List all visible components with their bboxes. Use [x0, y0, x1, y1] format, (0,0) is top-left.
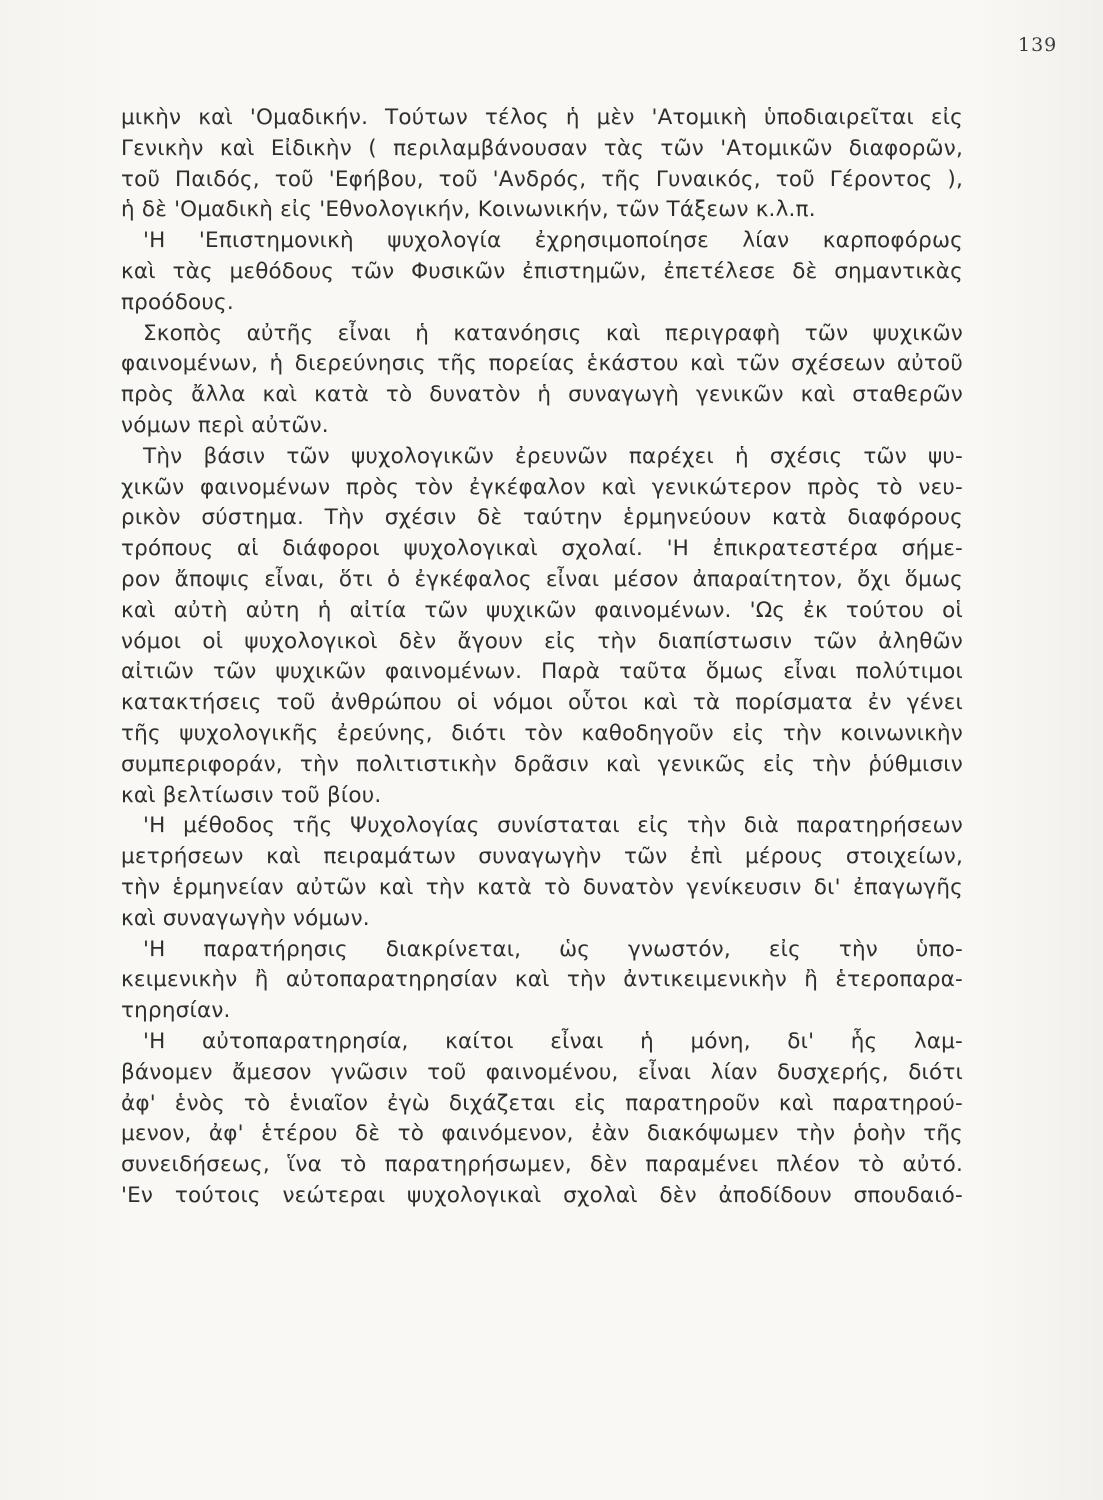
text-line: ἀφ' ἑνὸς τὸ ἑνιαῖον ἐγὼ διχάζεται εἰς παρατηροῦν καὶ παρατηρού- [121, 1090, 963, 1116]
paragraph-start: 'Η παρατήρησις διακρίνεται, ὡς γνωστόν, εἰς τὴν ὑπο- [143, 936, 963, 962]
text-line: χικῶν φαινομένων πρὸς τὸν ἐγκέφαλον καὶ γενικώτερον πρὸς τὸ νευ- [121, 474, 963, 500]
text-line: τηρησίαν. [121, 998, 231, 1024]
text-line: πρὸς ἄλλα καὶ κατὰ τὸ δυνατὸν ἡ συναγωγὴ γενικῶν καὶ σταθερῶν [121, 382, 963, 408]
text-line: φαινομένων, ἡ διερεύνησις τῆς πορείας ἑκάστου καὶ τῶν σχέσεων αὐτοῦ [121, 351, 963, 377]
text-line: τὴν ἑρμηνείαν αὐτῶν καὶ τὴν κατὰ τὸ δυνατὸν γενίκευσιν δι' ἐπαγωγῆς [121, 874, 963, 900]
text-line: τῆς ψυχολογικῆς ἐρεύνης, διότι τὸν καθοδηγοῦν εἰς τὴν κοινωνικὴν [121, 720, 963, 746]
text-line: νόμοι οἱ ψυχολογικοὶ δὲν ἄγουν εἰς τὴν διαπίστωσιν τῶν ἀληθῶν [121, 628, 963, 654]
text-line: 'Εν τούτοις νεώτεραι ψυχολογικαὶ σχολαὶ δὲν ἀποδίδουν σπουδαιό- [121, 1182, 963, 1208]
text-line: αἰτιῶν τῶν ψυχικῶν φαινομένων. Παρὰ ταῦτα ὅμως εἶναι πολύτιμοι [121, 659, 963, 685]
text-line: καὶ βελτίωσιν τοῦ βίου. [121, 782, 382, 808]
text-line: μετρήσεων καὶ πειραμάτων συναγωγὴν τῶν ἐπὶ μέρους στοιχείων, [121, 844, 963, 870]
text-line: νόμων περὶ αὐτῶν. [121, 412, 329, 438]
paragraph-start: 'Η 'Επιστημονικὴ ψυχολογία ἐχρησιμοποίησε λίαν καρποφόρως [143, 228, 963, 254]
text-line: κειμενικὴν ἢ αὐτοπαρατηρησίαν καὶ τὴν ἀντικειμενικὴν ἢ ἑτεροπαρα- [121, 967, 963, 993]
body-text [121, 103, 963, 1212]
paragraph-start: Σκοπὸς αὐτῆς εἶναι ἡ κατανόησις καὶ περιγραφὴ τῶν ψυχικῶν [143, 320, 963, 346]
text-line: τρόπους αἱ διάφοροι ψυχολογικαὶ σχολαί. 'Η ἐπικρατεστέρα σήμε- [121, 536, 963, 562]
text-line: τοῦ Παιδός, τοῦ 'Εφήβου, τοῦ 'Ανδρός, τῆς Γυναικός, τοῦ Γέροντος ), [121, 166, 963, 192]
text-line: ρικὸν σύστημα. Τὴν σχέσιν δὲ ταύτην ἑρμηνεύουν κατὰ διαφόρους [121, 505, 963, 531]
text-line: καὶ αὐτὴ αὐτη ἡ αἰτία τῶν ψυχικῶν φαινομένων. 'Ως ἐκ τούτου οἱ [121, 597, 963, 623]
paragraph-start: 'Η αὐτοπαρατηρησία, καίτοι εἶναι ἡ μόνη, δι' ἧς λαμ- [143, 1028, 963, 1054]
text-line: ἡ δὲ 'Ομαδικὴ εἰς 'Εθνολογικήν, Κοινωνικήν, τῶν Τάξεων κ.λ.π. [121, 197, 816, 223]
text-line: κατακτήσεις τοῦ ἀνθρώπου οἱ νόμοι οὗτοι καὶ τὰ πορίσματα ἐν γένει [121, 690, 963, 716]
text-line: συνειδήσεως, ἵνα τὸ παρατηρήσωμεν, δὲν παραμένει πλέον τὸ αὐτό. [121, 1152, 963, 1178]
text-line: μενον, ἀφ' ἑτέρου δὲ τὸ φαινόμενον, ἐὰν διακόψωμεν τὴν ῥοὴν τῆς [121, 1121, 963, 1147]
text-line: καὶ τὰς μεθόδους τῶν Φυσικῶν ἐπιστημῶν, ἐπετέλεσε δὲ σημαντικὰς [121, 258, 963, 284]
text-line: προόδους. [121, 289, 234, 315]
text-line: Γενικὴν καὶ Εἰδικὴν ( περιλαμβάνουσαν τὰς τῶν 'Ατομικῶν διαφορῶν, [121, 135, 963, 161]
paragraph-start: Τὴν βάσιν τῶν ψυχολογικῶν ἐρευνῶν παρέχει ἡ σχέσις τῶν ψυ- [143, 443, 963, 469]
text-line: βάνομεν ἄμεσον γνῶσιν τοῦ φαινομένου, εἶναι λίαν δυσχερής, διότι [121, 1059, 963, 1085]
page-number: 139 [1018, 34, 1058, 56]
text-line: ρον ἄποψις εἶναι, ὅτι ὁ ἐγκέφαλος εἶναι μέσον ἀπαραίτητον, ὄχι ὅμως [121, 566, 963, 592]
text-line: μικὴν καὶ 'Ομαδικήν. Τούτων τέλος ἡ μὲν 'Ατομικὴ ὑποδιαιρεῖται εἰς [121, 105, 963, 130]
paragraph-start: 'Η μέθοδος τῆς Ψυχολογίας συνίσταται εἰς τὴν διὰ παρατηρήσεων [143, 813, 963, 839]
text-line: καὶ συναγωγὴν νόμων. [121, 905, 370, 931]
text-line: συμπεριφοράν, τὴν πολιτιστικὴν δρᾶσιν καὶ γενικῶς εἰς τὴν ῥύθμισιν [121, 751, 963, 777]
